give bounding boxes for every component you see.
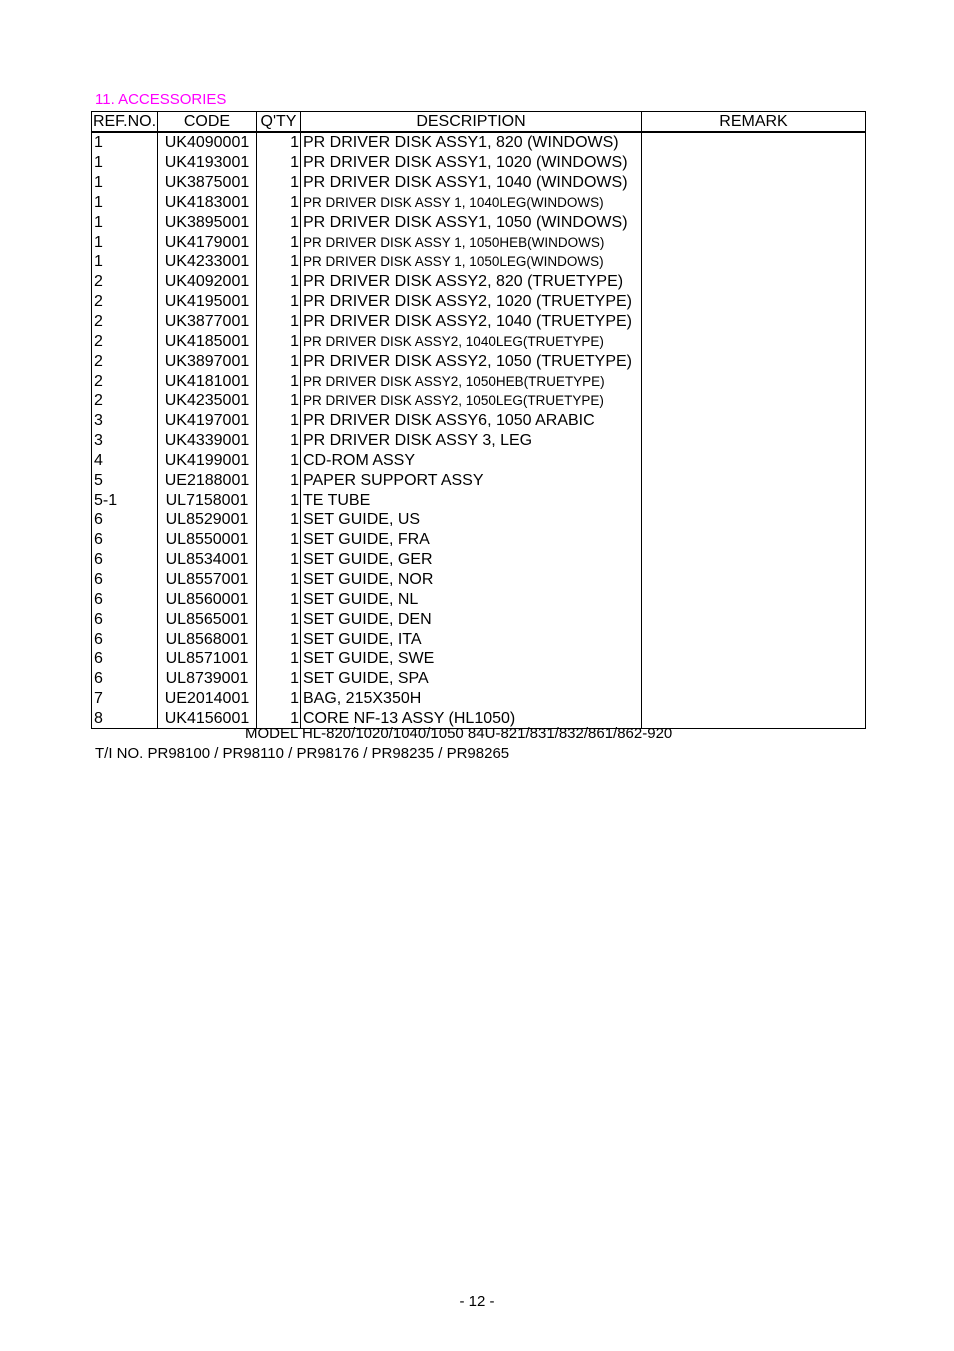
table-row <box>92 391 866 411</box>
table-row <box>92 411 866 431</box>
code-cell: UL8565001 <box>158 609 257 629</box>
code-cell: UL8550001 <box>158 530 257 550</box>
code-cell: UK4193001 <box>158 153 257 173</box>
table-row <box>92 212 866 232</box>
table-row <box>92 589 866 609</box>
table-row <box>92 470 866 490</box>
code-cell: UK4156001 <box>158 708 257 728</box>
description-cell: PR DRIVER DISK ASSY2, 1050 (TRUETYPE) <box>301 351 642 371</box>
table-row <box>92 351 866 371</box>
qty-cell: 1 <box>257 391 301 411</box>
remark-cell <box>642 132 866 153</box>
table-row <box>92 570 866 590</box>
code-cell: UK4235001 <box>158 391 257 411</box>
ref-cell: 4 <box>92 451 158 471</box>
table-row <box>92 510 866 530</box>
qty-cell: 1 <box>257 490 301 510</box>
qty-cell: 1 <box>257 132 301 153</box>
column-header-remark: REMARK <box>642 112 866 133</box>
description-cell: PR DRIVER DISK ASSY2, 1040 (TRUETYPE) <box>301 312 642 332</box>
remark-cell <box>642 232 866 252</box>
column-header-description: DESCRIPTION <box>301 112 642 133</box>
remark-cell <box>642 371 866 391</box>
ref-cell: 1 <box>92 153 158 173</box>
table-row <box>92 252 866 272</box>
ref-cell: 2 <box>92 351 158 371</box>
remark-cell <box>642 689 866 709</box>
qty-cell: 1 <box>257 331 301 351</box>
code-cell: UK4181001 <box>158 371 257 391</box>
description-cell: SET GUIDE, NOR <box>301 570 642 590</box>
code-cell: UK3875001 <box>158 173 257 193</box>
description-cell: PR DRIVER DISK ASSY 1, 1050LEG(WINDOWS) <box>301 252 642 272</box>
description-cell: PR DRIVER DISK ASSY 3, LEG <box>301 431 642 451</box>
table-row <box>92 272 866 292</box>
table-row <box>92 530 866 550</box>
description-cell: PR DRIVER DISK ASSY2, 820 (TRUETYPE) <box>301 272 642 292</box>
description-cell: CORE NF-13 ASSY (HL1050) <box>301 708 642 728</box>
code-cell: UL8568001 <box>158 629 257 649</box>
table-row <box>92 331 866 351</box>
qty-cell: 1 <box>257 272 301 292</box>
remark-cell <box>642 550 866 570</box>
ref-cell: 6 <box>92 589 158 609</box>
description-cell: PR DRIVER DISK ASSY2, 1050HEB(TRUETYPE) <box>301 371 642 391</box>
ref-cell: 2 <box>92 312 158 332</box>
ref-cell: 2 <box>92 391 158 411</box>
code-cell: UK4233001 <box>158 252 257 272</box>
qty-cell: 1 <box>257 411 301 431</box>
ref-cell: 1 <box>92 193 158 213</box>
remark-cell <box>642 252 866 272</box>
description-cell: SET GUIDE, ITA <box>301 629 642 649</box>
ref-cell: 2 <box>92 331 158 351</box>
code-cell: UL8557001 <box>158 570 257 590</box>
ref-cell: 6 <box>92 570 158 590</box>
description-cell: PR DRIVER DISK ASSY6, 1050 ARABIC <box>301 411 642 431</box>
table-row <box>92 193 866 213</box>
description-cell: PR DRIVER DISK ASSY 1, 1050HEB(WINDOWS) <box>301 232 642 252</box>
qty-cell: 1 <box>257 173 301 193</box>
table-row <box>92 312 866 332</box>
remark-cell <box>642 193 866 213</box>
description-cell: SET GUIDE, FRA <box>301 530 642 550</box>
code-cell: UK3897001 <box>158 351 257 371</box>
table-row <box>92 649 866 669</box>
table-row <box>92 609 866 629</box>
ref-cell: 1 <box>92 232 158 252</box>
description-cell: PR DRIVER DISK ASSY1, 820 (WINDOWS) <box>301 132 642 153</box>
description-cell: PAPER SUPPORT ASSY <box>301 470 642 490</box>
column-header-ref: REF.NO. <box>92 112 158 133</box>
description-cell: TE TUBE <box>301 490 642 510</box>
qty-cell: 1 <box>257 530 301 550</box>
description-cell: SET GUIDE, GER <box>301 550 642 570</box>
remark-cell <box>642 272 866 292</box>
ref-cell: 2 <box>92 272 158 292</box>
remark-cell <box>642 609 866 629</box>
code-cell: UK4092001 <box>158 272 257 292</box>
column-header-qty: Q'TY <box>257 112 301 133</box>
ref-cell: 3 <box>92 411 158 431</box>
code-cell: UK3877001 <box>158 312 257 332</box>
code-cell: UL8534001 <box>158 550 257 570</box>
code-cell: UL7158001 <box>158 490 257 510</box>
code-cell: UE2014001 <box>158 689 257 709</box>
description-cell: SET GUIDE, NL <box>301 589 642 609</box>
description-cell: SET GUIDE, SPA <box>301 669 642 689</box>
ref-cell: 1 <box>92 132 158 153</box>
qty-cell: 1 <box>257 212 301 232</box>
remark-cell <box>642 629 866 649</box>
ref-cell: 5 <box>92 470 158 490</box>
remark-cell <box>642 490 866 510</box>
code-cell: UK3895001 <box>158 212 257 232</box>
ref-cell: 2 <box>92 292 158 312</box>
description-cell: PR DRIVER DISK ASSY1, 1050 (WINDOWS) <box>301 212 642 232</box>
code-cell: UK4183001 <box>158 193 257 213</box>
qty-cell: 1 <box>257 649 301 669</box>
remark-cell <box>642 212 866 232</box>
remark-cell <box>642 589 866 609</box>
ref-cell: 1 <box>92 173 158 193</box>
page-number: - 12 - <box>459 1293 495 1310</box>
table-body <box>92 132 866 729</box>
remark-cell <box>642 649 866 669</box>
qty-cell: 1 <box>257 609 301 629</box>
qty-cell: 1 <box>257 371 301 391</box>
qty-cell: 1 <box>257 629 301 649</box>
remark-cell <box>642 351 866 371</box>
remark-cell <box>642 431 866 451</box>
description-cell: CD-ROM ASSY <box>301 451 642 471</box>
code-cell: UK4339001 <box>158 431 257 451</box>
remark-cell <box>642 173 866 193</box>
qty-cell: 1 <box>257 589 301 609</box>
code-cell: UL8571001 <box>158 649 257 669</box>
table-row <box>92 292 866 312</box>
qty-cell: 1 <box>257 470 301 490</box>
description-cell: SET GUIDE, US <box>301 510 642 530</box>
remark-cell <box>642 530 866 550</box>
ref-cell: 8 <box>92 708 158 728</box>
remark-cell <box>642 411 866 431</box>
code-cell: UK4179001 <box>158 232 257 252</box>
remark-cell <box>642 312 866 332</box>
qty-cell: 1 <box>257 451 301 471</box>
table-row <box>92 173 866 193</box>
column-header-code: CODE <box>158 112 257 133</box>
description-cell: SET GUIDE, SWE <box>301 649 642 669</box>
remark-cell <box>642 470 866 490</box>
ref-cell: 6 <box>92 550 158 570</box>
ref-cell: 6 <box>92 649 158 669</box>
table-row <box>92 371 866 391</box>
ref-cell: 1 <box>92 212 158 232</box>
model-line: MODEL HL-820/1020/1040/1050 84U-821/831/832/861/862-920 <box>245 725 673 742</box>
code-cell: UL8739001 <box>158 669 257 689</box>
table-header-row <box>92 112 866 133</box>
ref-cell: 5-1 <box>92 490 158 510</box>
qty-cell: 1 <box>257 193 301 213</box>
description-cell: PR DRIVER DISK ASSY2, 1020 (TRUETYPE) <box>301 292 642 312</box>
remark-cell <box>642 451 866 471</box>
ref-cell: 1 <box>92 252 158 272</box>
ref-cell: 6 <box>92 629 158 649</box>
ref-cell: 6 <box>92 609 158 629</box>
qty-cell: 1 <box>257 689 301 709</box>
accessories-table <box>91 111 866 729</box>
qty-cell: 1 <box>257 431 301 451</box>
table-row <box>92 451 866 471</box>
remark-cell <box>642 510 866 530</box>
description-cell: PR DRIVER DISK ASSY2, 1040LEG(TRUETYPE) <box>301 331 642 351</box>
remark-cell <box>642 292 866 312</box>
table-row <box>92 132 866 153</box>
code-cell: UL8560001 <box>158 589 257 609</box>
code-cell: UE2188001 <box>158 470 257 490</box>
ref-cell: 6 <box>92 669 158 689</box>
table-row <box>92 689 866 709</box>
remark-cell <box>642 331 866 351</box>
ref-cell: 6 <box>92 510 158 530</box>
table-row <box>92 629 866 649</box>
qty-cell: 1 <box>257 510 301 530</box>
code-cell: UK4195001 <box>158 292 257 312</box>
qty-cell: 1 <box>257 708 301 728</box>
ref-cell: 3 <box>92 431 158 451</box>
qty-cell: 1 <box>257 312 301 332</box>
qty-cell: 1 <box>257 570 301 590</box>
qty-cell: 1 <box>257 292 301 312</box>
remark-cell <box>642 153 866 173</box>
qty-cell: 1 <box>257 232 301 252</box>
description-cell: PR DRIVER DISK ASSY2, 1050LEG(TRUETYPE) <box>301 391 642 411</box>
remark-cell <box>642 570 866 590</box>
description-cell: PR DRIVER DISK ASSY1, 1040 (WINDOWS) <box>301 173 642 193</box>
remark-cell <box>642 391 866 411</box>
remark-cell <box>642 708 866 728</box>
ref-cell: 2 <box>92 371 158 391</box>
qty-cell: 1 <box>257 252 301 272</box>
ti-number-line: T/I NO. PR98100 / PR98110 / PR98176 / PR98235 / PR98265 <box>95 745 510 762</box>
description-cell: BAG, 215X350H <box>301 689 642 709</box>
code-cell: UK4197001 <box>158 411 257 431</box>
table-row <box>92 490 866 510</box>
section-title: 11. ACCESSORIES <box>95 91 227 108</box>
qty-cell: 1 <box>257 550 301 570</box>
qty-cell: 1 <box>257 153 301 173</box>
ref-cell: 6 <box>92 530 158 550</box>
description-cell: PR DRIVER DISK ASSY 1, 1040LEG(WINDOWS) <box>301 193 642 213</box>
table-row <box>92 669 866 689</box>
table-row <box>92 232 866 252</box>
remark-cell <box>642 669 866 689</box>
qty-cell: 1 <box>257 351 301 371</box>
code-cell: UK4185001 <box>158 331 257 351</box>
code-cell: UL8529001 <box>158 510 257 530</box>
table-row <box>92 550 866 570</box>
table-row <box>92 431 866 451</box>
ref-cell: 7 <box>92 689 158 709</box>
code-cell: UK4090001 <box>158 132 257 153</box>
description-cell: PR DRIVER DISK ASSY1, 1020 (WINDOWS) <box>301 153 642 173</box>
table-row <box>92 153 866 173</box>
description-cell: SET GUIDE, DEN <box>301 609 642 629</box>
qty-cell: 1 <box>257 669 301 689</box>
code-cell: UK4199001 <box>158 451 257 471</box>
